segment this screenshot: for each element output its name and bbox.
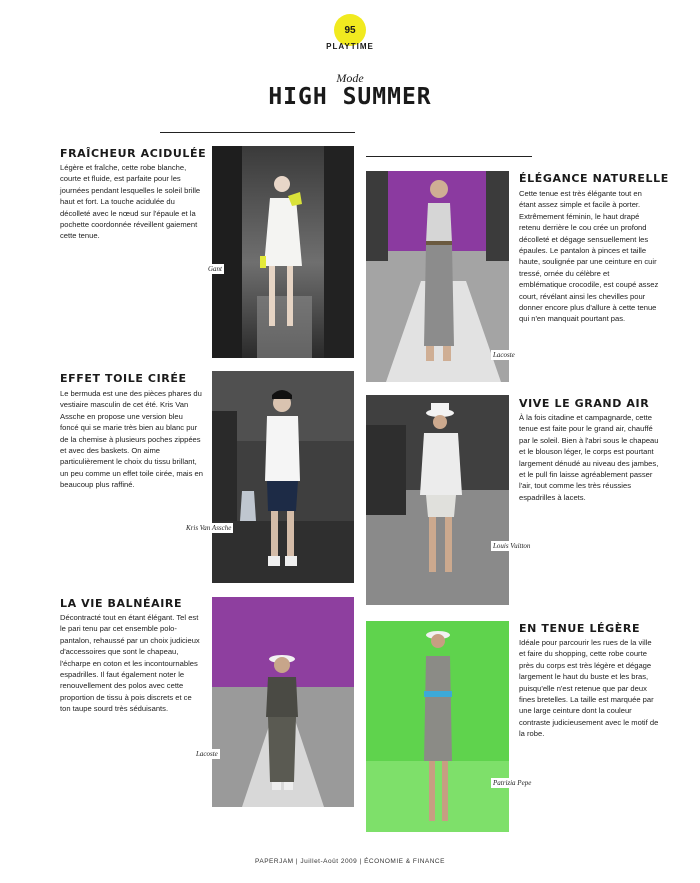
article-heading: VIVE LE GRAND AIR: [519, 397, 650, 410]
article-body: Légère et fraîche, cette robe blanche, courte et fluide, est parfaite pour les journées pendant lesquelles le soleil brille haut et fort. La touche acidulée du décolleté avec le nœud sur l'épaule et la pochette coordonnée réveillent gaiement cette tenue.: [60, 163, 201, 241]
article-body: Idéale pour parcourir les rues de la ville et faire du shopping, cette robe courte près du corps est très légère et dégage largement le haut du buste et les bras, puisqu'elle n'est retenue que par deux fines bretelles. La taille est marquée par une large ceinture dont la couleur contraste judicieusement avec le motif de la robe.: [519, 638, 659, 739]
photo-credit: Patrizia Pepe: [493, 779, 532, 787]
runway-photo: [212, 146, 354, 358]
photo-credit: Kris Van Assche: [186, 524, 232, 532]
page-title: HIGH SUMMER: [268, 84, 432, 110]
article-heading: EN TENUE LÉGÈRE: [519, 622, 641, 635]
kicker: Mode: [336, 71, 364, 85]
photo-credit: Lacoste: [493, 351, 515, 359]
runway-photo: [366, 395, 509, 605]
runway-photo: [212, 371, 354, 583]
article-heading: LA VIE BALNÉAIRE: [60, 597, 183, 610]
photo-credit: Louis Vuitton: [493, 542, 531, 550]
article-heading: EFFET TOILE CIRÉE: [60, 372, 187, 385]
article-body: Cette tenue est très élégante tout en étant assez simple et facile à porter. Extrêmement féminin, le haut drapé retenu derrière le cou crée un profond décolleté et dégage sensuellement les épaules. Le pantalon à pinces et taille haute, soulignée par une ceinture en cuir tressé, ornée du célèbre et emblématique crocodile, est coupé assez court, révélant ainsi les chevilles pour donner encore plus d'allure à cette tenue qui n'en manquait pourtant pas.: [519, 189, 659, 324]
divider-left: [160, 132, 355, 133]
article-heading: ÉLÉGANCE NATURELLE: [519, 172, 669, 185]
runway-photo: [366, 171, 509, 382]
photo-credit: Gant: [180, 264, 224, 274]
page-number: 95: [344, 24, 356, 36]
article-body: Décontracté tout en étant élégant. Tel est le pari tenu par cet ensemble polo-pantalon, rehaussé par un choix judicieux d'accessoires que sont le chapeau, l'écharpe en coton et les incontournables espadrilles. Il faut également noter le renouvellement des polos avec cette proportion de tissu à pois discrets et ce ton taupe sourd très séduisants.: [60, 613, 200, 714]
divider-right: [366, 156, 532, 157]
article-body: Le bermuda est une des pièces phares du vestiaire masculin de cet été. Kris Van Assche en propose une version bleu foncé qui se marie très bien au blanc pur de la chemise à plusieurs poches zippées et avec des baskets. On aime particulièrement le choix du tissu brillant, un peu comme un effet toile cirée, mais en beaucoup plus raffiné.: [60, 389, 203, 490]
photo-credit: Lacoste: [196, 750, 218, 758]
runway-photo: [366, 621, 509, 832]
section-label: PLAYTIME: [326, 42, 374, 51]
article-body: À la fois citadine et campagnarde, cette tenue est faite pour le grand air, chauffé par le soleil. Bien à l'abri sous le chapeau et le blouson léger, le corps est pourtant largement dénudé au niveau des jambes, et le pull fin laisse agréablement passer l'air, tout comme les très réussies espadrilles à lacets.: [519, 413, 659, 502]
page-footer: PAPERJAM | Juillet-Août 2009 | ÉCONOMIE & FINANCE: [255, 858, 445, 865]
article-heading: FRAÎCHEUR ACIDULÉE: [60, 147, 207, 160]
runway-photo: [212, 597, 354, 807]
